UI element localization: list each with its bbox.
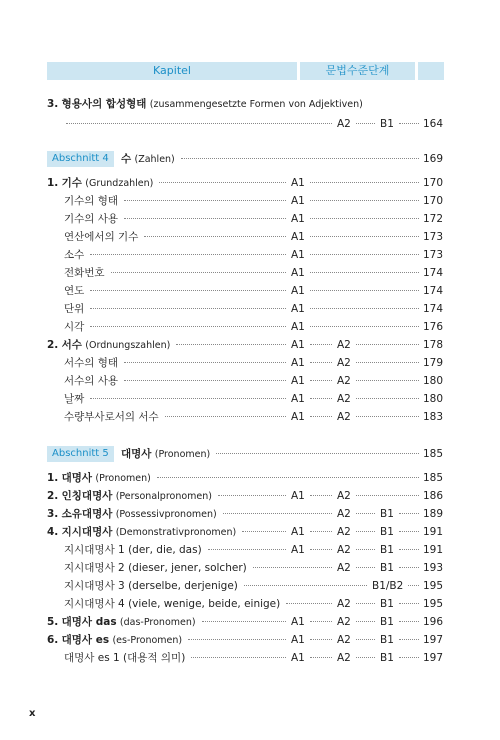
leader-dots [356, 513, 375, 514]
toc-row[interactable] [0, 595, 500, 613]
leader-dots [244, 585, 367, 586]
level-label: A1 [291, 285, 305, 297]
page-ref: 178 [422, 339, 443, 351]
leader-dots [216, 453, 419, 454]
entry-title: 지시대명사 1 (der, die, das) [64, 544, 202, 556]
page-ref: 179 [422, 357, 443, 369]
leader-dots [310, 398, 332, 399]
leader-dots [399, 531, 419, 532]
level-label: A1 [291, 393, 305, 405]
page-ref: 195 [422, 580, 443, 592]
toc-header [47, 62, 444, 80]
toc-row[interactable] [0, 469, 500, 487]
page-ref: 197 [422, 634, 443, 646]
entry-subtitle: (Possessivpronomen) [115, 509, 217, 520]
page-ref: 173 [422, 231, 443, 243]
entry-number: 1. [47, 177, 59, 189]
page-ref: 170 [422, 177, 443, 189]
level-label: A1 [291, 375, 305, 387]
level-label: A1 [291, 544, 305, 556]
level-label: A1 [291, 213, 305, 225]
entry-number: 3. [47, 98, 59, 110]
entry-title: 연도 [64, 285, 85, 297]
level-label: A1 [291, 411, 305, 423]
page-ref: 173 [422, 249, 443, 261]
page-ref: 196 [422, 616, 443, 628]
leader-dots [310, 549, 332, 550]
page-number: x [29, 708, 36, 719]
entry-title: 날짜 [64, 393, 85, 405]
level-label: B1/B2 [372, 580, 404, 592]
leader-dots [90, 254, 286, 255]
entry-number: 3. [47, 508, 59, 520]
entry-subtitle: (Zahlen) [134, 154, 175, 165]
entry-title: 서수의 형태 [64, 357, 119, 369]
toc-row[interactable] [0, 613, 500, 631]
entry-title: 수 [121, 153, 132, 165]
level-label: A1 [291, 616, 305, 628]
leader-dots [90, 290, 286, 291]
leader-dots [310, 254, 419, 255]
toc-row[interactable] [0, 174, 500, 192]
leader-dots [399, 549, 419, 550]
leader-dots [356, 495, 419, 496]
entry-title: 지시대명사 3 (derselbe, derjenige) [64, 580, 238, 592]
entry-title: 대명사 es [61, 634, 110, 646]
page-ref: 185 [422, 448, 443, 460]
level-label: B1 [380, 562, 394, 574]
leader-dots [253, 567, 332, 568]
entry-title: 대명사 es 1 (대용적 의미) [64, 652, 186, 664]
entry-title: 소수 [64, 249, 85, 261]
level-label: A2 [337, 634, 351, 646]
leader-dots [208, 549, 286, 550]
level-label: B1 [380, 526, 394, 538]
toc-row[interactable] [0, 559, 500, 577]
level-label: B1 [380, 616, 394, 628]
leader-dots [111, 272, 286, 273]
page-ref: 180 [422, 375, 443, 387]
leader-dots [399, 639, 419, 640]
level-label: A2 [337, 339, 351, 351]
leader-dots [356, 621, 375, 622]
entry-title: 단위 [64, 303, 85, 315]
entry-title: 기수의 형태 [64, 195, 119, 207]
level-label: A1 [291, 177, 305, 189]
page-ref: 164 [422, 118, 443, 130]
leader-dots [356, 639, 375, 640]
level-label: A1 [291, 652, 305, 664]
page-ref: 172 [422, 213, 443, 225]
page-ref: 169 [422, 153, 443, 165]
leader-dots [159, 182, 286, 183]
leader-dots [188, 639, 286, 640]
level-label: A1 [291, 249, 305, 261]
toc-row[interactable] [0, 372, 500, 390]
toc-row[interactable] [0, 115, 500, 133]
level-label: A1 [291, 195, 305, 207]
leader-dots [66, 123, 332, 124]
level-label: A1 [291, 231, 305, 243]
toc-row[interactable] [0, 150, 500, 168]
toc-row[interactable] [0, 264, 500, 282]
entry-number: 2. [47, 339, 59, 351]
entry-subtitle: (Demonstrativpronomen) [115, 527, 237, 538]
header-level: 문법수준단계 [300, 62, 415, 80]
leader-dots [356, 380, 419, 381]
entry-title: 대명사 [61, 472, 93, 484]
level-label: B1 [380, 652, 394, 664]
page-ref: 170 [422, 195, 443, 207]
leader-dots [310, 200, 419, 201]
entry-title: 서수의 사용 [64, 375, 119, 387]
entry-title: 형용사의 합성형태 [61, 98, 147, 110]
toc-row[interactable] [0, 631, 500, 649]
level-label: A2 [337, 544, 351, 556]
toc-row[interactable] [0, 246, 500, 264]
leader-dots [399, 567, 419, 568]
leader-dots [242, 531, 286, 532]
level-label: A2 [337, 357, 351, 369]
entry-title: 시각 [64, 321, 85, 333]
page-ref: 197 [422, 652, 443, 664]
entry-title: 서수 [61, 339, 82, 351]
leader-dots [356, 603, 375, 604]
entry-title: 대명사 [121, 448, 152, 460]
level-label: A2 [337, 526, 351, 538]
leader-dots [356, 362, 419, 363]
level-label: A2 [337, 118, 351, 130]
leader-dots [310, 531, 332, 532]
entry-title: 기수의 사용 [64, 213, 119, 225]
level-label: A1 [291, 526, 305, 538]
level-label: A2 [337, 508, 351, 520]
entry-subtitle: (Personalpronomen) [115, 491, 212, 502]
leader-dots [356, 398, 419, 399]
leader-dots [202, 621, 286, 622]
leader-dots [310, 639, 332, 640]
page-ref: 183 [422, 411, 443, 423]
leader-dots [310, 236, 419, 237]
leader-dots [310, 308, 419, 309]
toc-row[interactable] [0, 487, 500, 505]
level-label: A2 [337, 393, 351, 405]
leader-dots [356, 657, 375, 658]
leader-dots [310, 326, 419, 327]
leader-dots [157, 477, 419, 478]
page-ref: 189 [422, 508, 443, 520]
level-label: A1 [291, 339, 305, 351]
leader-dots [310, 416, 332, 417]
entry-title: 연산에서의 기수 [64, 231, 139, 243]
entry-subtitle: (Pronomen) [95, 473, 151, 484]
level-label: B1 [380, 544, 394, 556]
page-ref: 191 [422, 544, 443, 556]
page-ref: 186 [422, 490, 443, 502]
level-label: A1 [291, 490, 305, 502]
entry-number: 6. [47, 634, 59, 646]
level-label: A1 [291, 303, 305, 315]
page-ref: 195 [422, 598, 443, 610]
leader-dots [399, 123, 419, 124]
leader-dots [310, 272, 419, 273]
leader-dots [124, 200, 286, 201]
page-ref: 174 [422, 303, 443, 315]
leader-dots [144, 236, 286, 237]
entry-subtitle: (das-Pronomen) [119, 617, 196, 628]
entry-subtitle: (Ordnungszahlen) [85, 340, 171, 351]
entry-title: 기수 [61, 177, 82, 189]
leader-dots [90, 326, 286, 327]
toc-row[interactable] [0, 300, 500, 318]
leader-dots [399, 513, 419, 514]
page-ref: 174 [422, 285, 443, 297]
entry-number: 5. [47, 616, 59, 628]
level-label: B1 [380, 508, 394, 520]
level-label: A2 [337, 562, 351, 574]
entry-title: 지시대명사 4 (viele, wenige, beide, einige) [64, 598, 281, 610]
leader-dots [399, 621, 419, 622]
entry-title: 소유대명사 [61, 508, 113, 520]
leader-dots [286, 603, 332, 604]
entry-subtitle: (Pronomen) [154, 449, 211, 460]
toc-row[interactable] [0, 649, 500, 667]
leader-dots [176, 344, 286, 345]
toc-row[interactable] [0, 210, 500, 228]
section-badge: Abschnitt 5 [47, 446, 114, 462]
leader-dots [181, 158, 419, 159]
level-label: A1 [291, 634, 305, 646]
toc-row[interactable] [0, 541, 500, 559]
leader-dots [310, 182, 419, 183]
leader-dots [310, 621, 332, 622]
leader-dots [356, 549, 375, 550]
page-ref: 193 [422, 562, 443, 574]
level-label: A2 [337, 598, 351, 610]
page-ref: 185 [422, 472, 443, 484]
entry-subtitle: (es-Pronomen) [112, 635, 183, 646]
leader-dots [356, 531, 375, 532]
header-kapitel: Kapitel [47, 62, 297, 80]
entry-subtitle: (zusammengesetzte Formen von Adjektiven) [149, 99, 363, 110]
toc-row[interactable] [0, 408, 500, 426]
toc-row[interactable] [0, 95, 500, 113]
entry-title: 인칭대명사 [61, 490, 113, 502]
toc-row[interactable] [0, 282, 500, 300]
leader-dots [124, 362, 286, 363]
level-label: B1 [380, 634, 394, 646]
level-label: A2 [337, 652, 351, 664]
entry-title: 수량부사로서의 서수 [64, 411, 159, 423]
section-badge: Abschnitt 4 [47, 151, 114, 167]
toc-row[interactable] [0, 336, 500, 354]
page-ref: 180 [422, 393, 443, 405]
entry-number: 1. [47, 472, 59, 484]
leader-dots [310, 495, 332, 496]
leader-dots [310, 657, 332, 658]
leader-dots [223, 513, 332, 514]
level-label: A2 [337, 411, 351, 423]
level-label: B1 [380, 598, 394, 610]
leader-dots [165, 416, 286, 417]
entry-title: 전화번호 [64, 267, 105, 279]
leader-dots [124, 218, 286, 219]
leader-dots [356, 567, 375, 568]
leader-dots [124, 380, 286, 381]
leader-dots [310, 380, 332, 381]
leader-dots [218, 495, 286, 496]
toc-row[interactable] [0, 192, 500, 210]
level-label: A2 [337, 616, 351, 628]
toc-row[interactable] [0, 577, 500, 595]
page-ref: 176 [422, 321, 443, 333]
leader-dots [191, 657, 286, 658]
level-label: A2 [337, 490, 351, 502]
entry-title: 대명사 das [61, 616, 117, 628]
leader-dots [310, 362, 332, 363]
level-label: A1 [291, 267, 305, 279]
leader-dots [90, 398, 286, 399]
leader-dots [90, 308, 286, 309]
leader-dots [356, 416, 419, 417]
toc-row[interactable] [0, 228, 500, 246]
level-label: A2 [337, 375, 351, 387]
toc-row[interactable] [0, 318, 500, 336]
entry-number: 4. [47, 526, 59, 538]
level-label: A1 [291, 321, 305, 333]
header-blank [418, 62, 444, 80]
page-ref: 191 [422, 526, 443, 538]
leader-dots [408, 585, 419, 586]
toc-row[interactable] [0, 505, 500, 523]
level-label: A1 [291, 357, 305, 369]
leader-dots [310, 344, 332, 345]
entry-number: 2. [47, 490, 59, 502]
leader-dots [356, 123, 375, 124]
leader-dots [310, 218, 419, 219]
toc-row[interactable] [0, 354, 500, 372]
leader-dots [310, 290, 419, 291]
toc-row[interactable] [0, 390, 500, 408]
toc-row[interactable] [0, 445, 500, 463]
leader-dots [356, 344, 419, 345]
leader-dots [399, 657, 419, 658]
toc-row[interactable] [0, 523, 500, 541]
entry-title: 지시대명사 [61, 526, 113, 538]
leader-dots [399, 603, 419, 604]
page-ref: 174 [422, 267, 443, 279]
entry-title: 지시대명사 2 (dieser, jener, solcher) [64, 562, 247, 574]
entry-subtitle: (Grundzahlen) [85, 178, 154, 189]
level-label: B1 [380, 118, 394, 130]
